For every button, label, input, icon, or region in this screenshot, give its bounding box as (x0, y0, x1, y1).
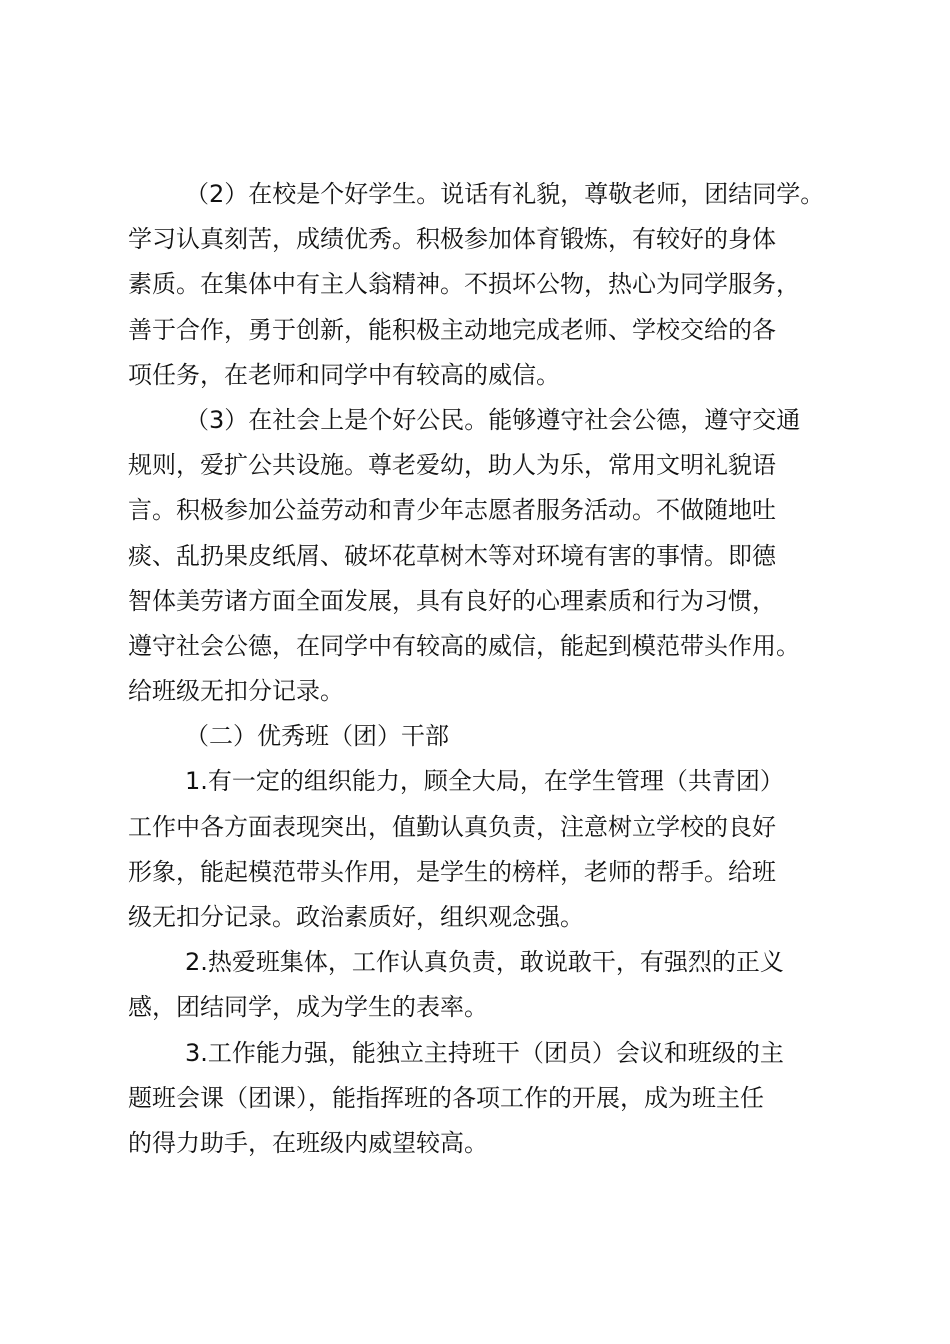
section-heading: （二）优秀班（团）干部 (185, 722, 449, 751)
paragraph-line: 感，团结同学，成为学生的表率。 (128, 993, 488, 1022)
paragraph-line: 形象，能起模范带头作用，是学生的榜样，老师的帮手。给班 (128, 857, 776, 886)
paragraph-line: 遵守社会公德，在同学中有较高的威信，能起到模范带头作用。 (128, 631, 800, 660)
paragraph-line: 级无扣分记录。政治素质好，组织观念强。 (128, 903, 584, 931)
paragraph-line: 素质。在集体中有主人翁精神。不损坏公物，热心为同学服务， (128, 270, 800, 299)
paragraph-line: 给班级无扣分记录。 (128, 677, 344, 706)
paragraph-line: 项任务，在老师和同学中有较高的威信。 (128, 360, 560, 389)
paragraph-line: 的得力助手，在班级内威望较高。 (128, 1128, 488, 1157)
paragraph-line: 言。积极参加公益劳动和青少年志愿者服务活动。不做随地吐 (128, 496, 776, 525)
paragraph-line: 智体美劳诸方面全面发展，具有良好的心理素质和行为习惯， (128, 586, 776, 615)
paragraph-line: 学习认真刻苦，成绩优秀。积极参加体育锻炼，有较好的身体 (128, 225, 776, 254)
paragraph-line: 2.热爱班集体，工作认真负责，敢说敢干，有强烈的正义 (185, 948, 784, 977)
paragraph-line: 3.工作能力强，能独立主持班干（团员）会议和班级的主 (185, 1038, 784, 1067)
paragraph-line: 工作中各方面表现突出，值勤认真负责，注意树立学校的良好 (128, 812, 776, 841)
paragraph-line: （3）在社会上是个好公民。能够遵守社会公德，遵守交通 (185, 405, 801, 434)
paragraph-line: （2）在校是个好学生。说话有礼貌，尊敬老师，团结同学。 (185, 180, 825, 208)
paragraph-line: 善于合作，勇于创新，能积极主动地完成老师、学校交给的各 (128, 315, 776, 344)
document-body (128, 172, 858, 1166)
paragraph-line: 题班会课（团课），能指挥班的各项工作的开展，成为班主任 (128, 1083, 764, 1112)
paragraph-line: 痰、乱扔果皮纸屑、破坏花草树木等对环境有害的事情。即德 (128, 541, 776, 570)
paragraph-line: 1.有一定的组织能力，顾全大局，在学生管理（共青团） (185, 767, 784, 796)
paragraph-line: 规则，爱扩公共设施。尊老爱幼，助人为乐，常用文明礼貌语 (128, 451, 776, 480)
